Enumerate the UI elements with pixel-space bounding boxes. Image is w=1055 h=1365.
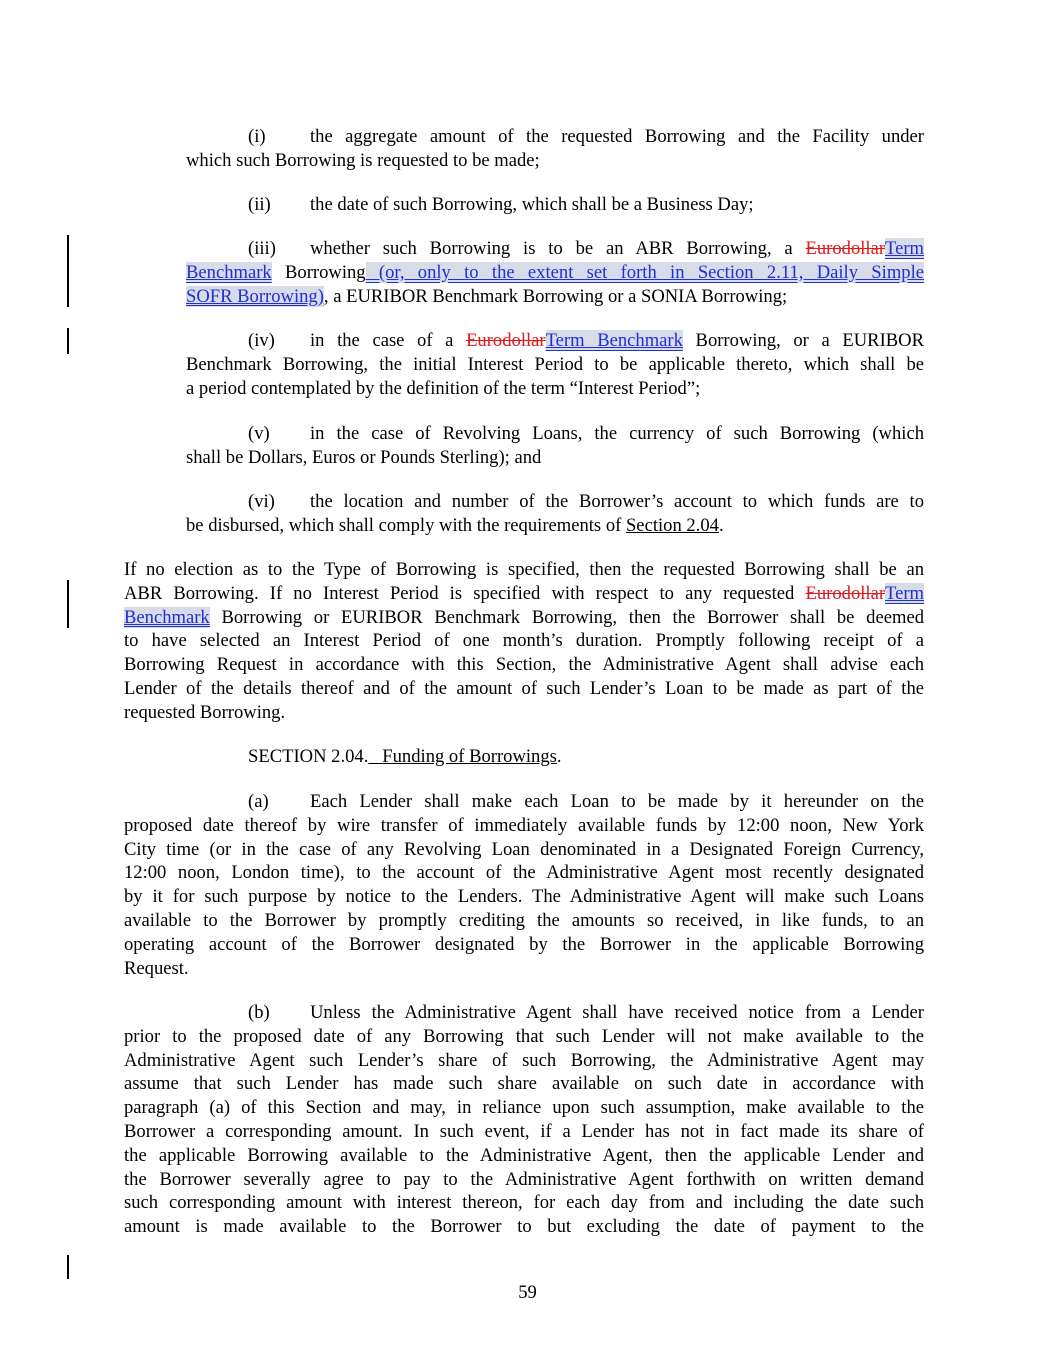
section-heading: SECTION 2.04. Funding of Borrowings. bbox=[248, 746, 562, 767]
paragraph-b: (b) Unless the Administrative Agent shall have received notice from a Lender prior to the proposed date of any Borrowing that such Lender will not make available to the Administrative Agent such Lender’s share of such Borrowing, the Administrative Agent may assume that such Lender has made such share available on such date in accordance with paragraph (a) of this Section and may, in reliance upon such assumption, make available to the Borrower a corresponding amount. In such event, if a Lender has not in fact made its share of the applicable Borrowing available to the Administrative Agent, then the applicable Lender and the Borrower severally agree to pay to the Administrative Agent forthwith on written demand such corresponding amount with interest thereon, for each day from and including the date such amount is made available to the Borrower to but excluding the date of payment to the bbox=[124, 1002, 924, 1238]
change-bar bbox=[67, 235, 69, 307]
inserted-text: Term Benchmark bbox=[545, 330, 683, 351]
clause-iv: (iv) in the case of a EurodollarTerm Benchmark Borrowing, or a EURIBOR Benchmark Borrowing, the initial Interest Period to be applicable thereto, which shall be a period contemplated by the definition of the term “Interest Period”; bbox=[186, 330, 924, 399]
deleted-text: Eurodollar bbox=[805, 582, 886, 604]
clause-label: (i) bbox=[248, 126, 266, 147]
inserted-text: Term bbox=[885, 582, 924, 604]
section-reference-link[interactable]: Section 2.04 bbox=[625, 514, 719, 536]
section-number: SECTION 2.04. bbox=[248, 746, 369, 767]
inserted-text: SOFR Borrowing) bbox=[186, 285, 324, 307]
clause-i: (i) the aggregate amount of the requested Borrowing and the Facility under which such Borrowing is requested to be made; bbox=[186, 126, 924, 171]
paragraph-election: If no election as to the Type of Borrowing is specified, then the requested Borrowing shall be an ABR Borrowing. If no Interest Period is specified with respect to any requested EurodollarTerm Benchmark Borrowing or EURIBOR Benchmark Borrowing, then the Borrower shall be deemed to have selected an Interest Period of one month’s duration. Promptly following receipt of a Borrowing Request in accordance with this Section, the Administrative Agent shall advise each Lender of the details thereof and of the amount of such Lender’s Loan to be made as part of the requested Borrowing. bbox=[124, 559, 924, 723]
clause-label: (b) bbox=[248, 1002, 270, 1023]
inserted-text: Benchmark bbox=[124, 606, 210, 628]
deleted-text: Eurodollar bbox=[466, 330, 546, 351]
clause-iii: (iii) whether such Borrowing is to be an ABR Borrowing, a EurodollarTerm Benchmark Borrowing (or, only to the extent set forth in Section 2.11, Daily Simple SOFR Borrowing), a EURIBOR Benchmark Borrowing or a SONIA Borrowing; bbox=[186, 238, 924, 307]
paragraph-a: (a) Each Lender shall make each Loan to be made by it hereunder on the proposed date thereof by wire transfer of immediately available funds by 12:00 noon, New York City time (or in the case of any Revolving Loan denominated in a Designated Foreign Currency, 12:00 noon, London time), to the account of the Administrative Agent most recently designated by it for such purpose by notice to the Lenders. The Administrative Agent will make such Loans available to the Borrower by promptly crediting the amounts so received, in like funds, to an operating account of the Borrower designated by the Borrower in the applicable Borrowing Request. bbox=[124, 791, 924, 979]
deleted-text: Eurodollar bbox=[805, 238, 886, 259]
clause-label: (ii) bbox=[248, 194, 271, 215]
clause-vi: (vi) the location and number of the Borrower’s account to which funds are to be disbursed, which shall comply with the requirements of Section 2.04. bbox=[186, 491, 924, 536]
change-bar bbox=[67, 1255, 69, 1279]
clause-label: (a) bbox=[248, 791, 269, 812]
clause-label: (iv) bbox=[248, 330, 275, 351]
inserted-text: Term bbox=[885, 238, 924, 259]
change-bar bbox=[67, 328, 69, 354]
clause-ii: (ii) the date of such Borrowing, which shall be a Business Day; bbox=[248, 194, 754, 215]
clause-v: (v) in the case of Revolving Loans, the currency of such Borrowing (which shall be Dollars, Euros or Pounds Sterling); and bbox=[186, 423, 924, 468]
change-bar bbox=[67, 580, 69, 628]
clause-label: (v) bbox=[248, 423, 270, 444]
inserted-text: Benchmark bbox=[186, 261, 272, 283]
clause-label: (iii) bbox=[248, 238, 276, 259]
page-number: 59 bbox=[518, 1282, 537, 1303]
inserted-text: (or, only to the extent set forth in Section 2.11, Daily Simple bbox=[365, 261, 924, 283]
section-title: Funding of Borrowings bbox=[382, 746, 557, 767]
clause-label: (vi) bbox=[248, 491, 275, 512]
